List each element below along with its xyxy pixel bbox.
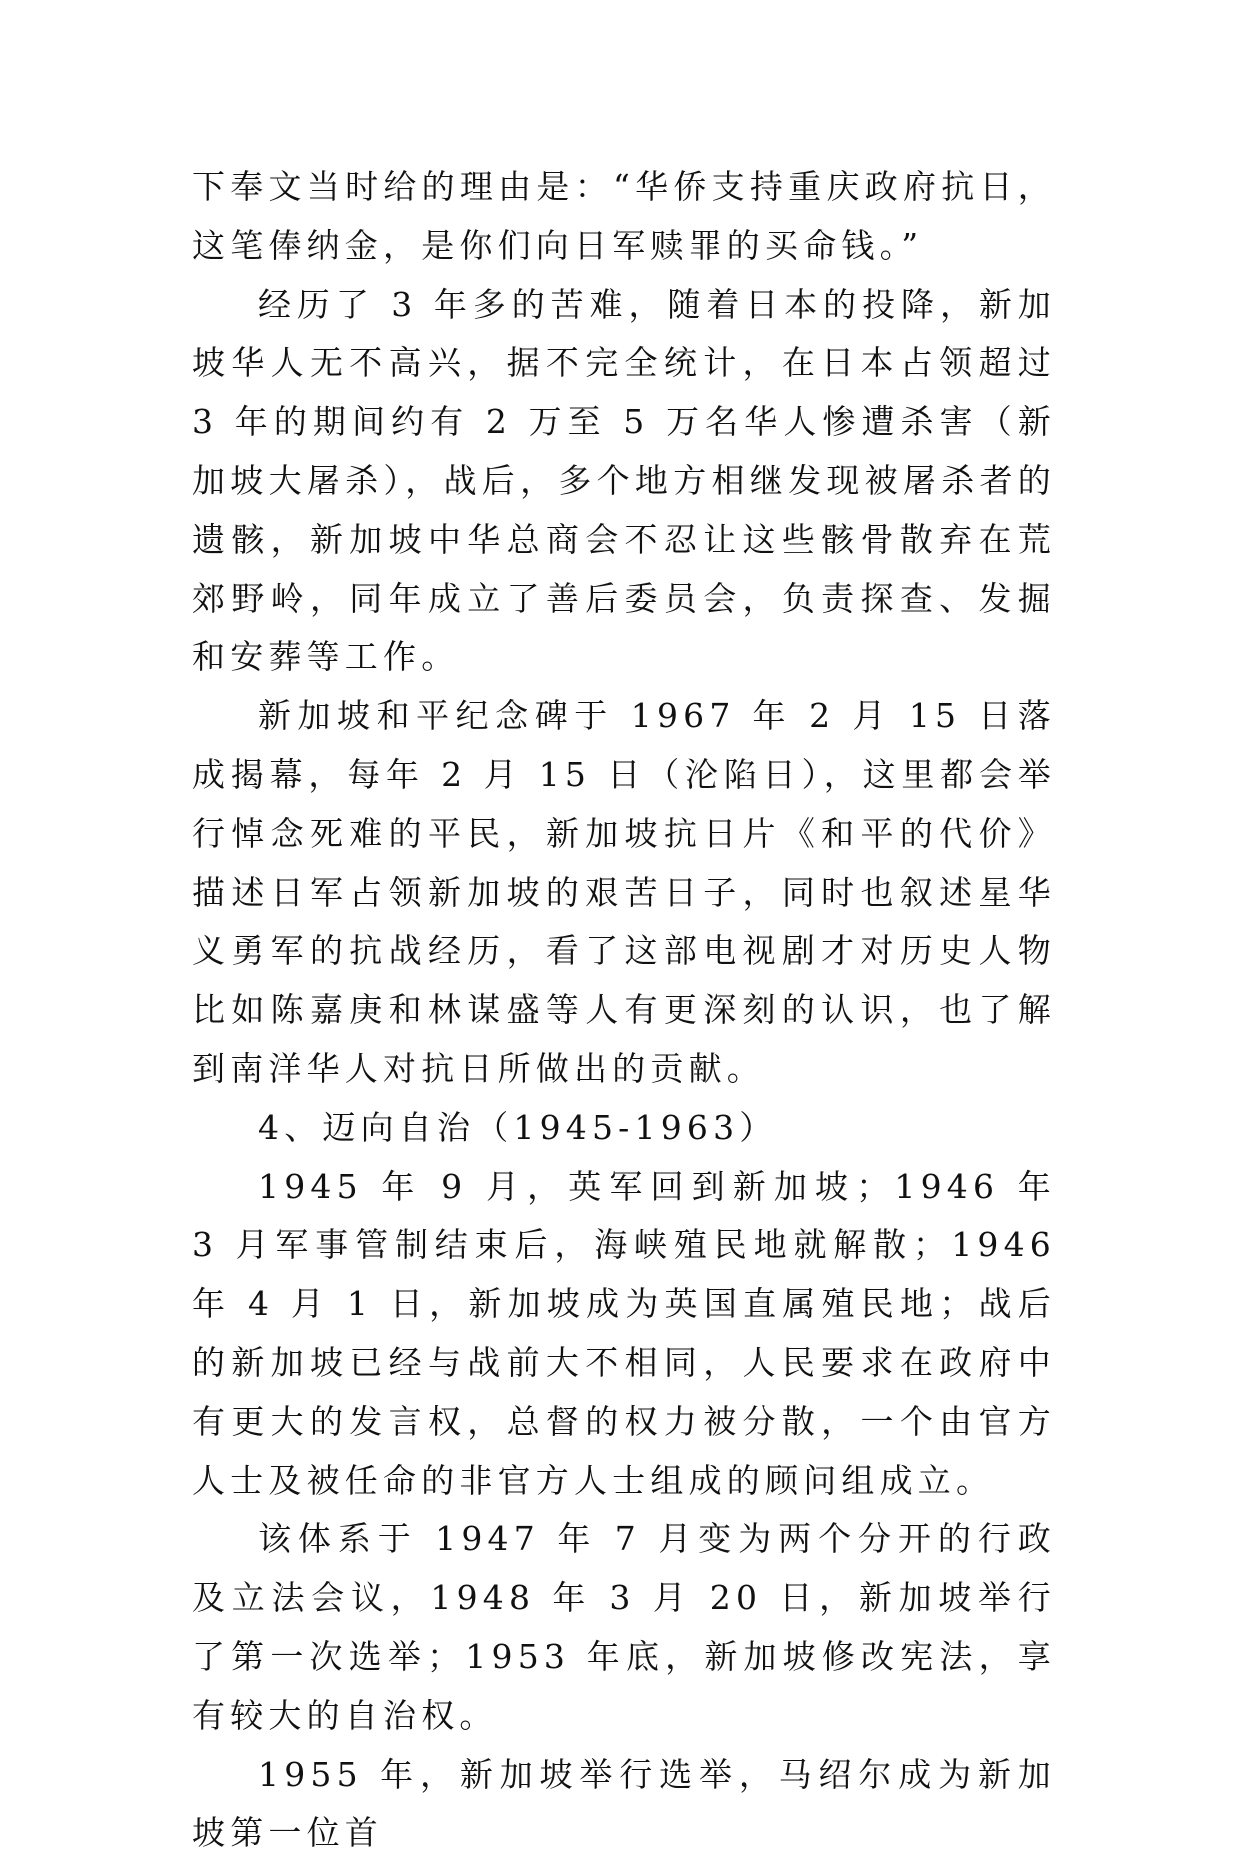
paragraph-5: 该体系于 1947 年 7 月变为两个分开的行政及立法会议，1948 年 3 月 20 日，新加坡举行了第一次选举；1953 年底，新加坡修改宪法，享有较大的自治权。 <box>192 1519 1056 1735</box>
section-heading: 4、迈向自治（1945-1963） <box>258 1107 778 1147</box>
paragraph-1: 下奉文当时给的理由是：“华侨支持重庆政府抗日，这笔俸纳金，是你们向日军赎罪的买命钱。” <box>192 167 1056 265</box>
paragraph-4: 1945 年 9 月，英军回到新加坡；1946 年 3 月军事管制结束后，海峡殖民地就解散；1946 年 4 月 1 日，新加坡成为英国直属殖民地；战后的新加坡已经与战前大不相同，人民要求在政府中有更大的发言权，总督的权力被分散，一个由官方人士及被任命的非官方人士组成的顾问组成立。 <box>192 1166 1056 1500</box>
paragraph-6: 1955 年，新加坡举行选举，马绍尔成为新加坡第一位首 <box>192 1754 1056 1853</box>
paragraph-3: 新加坡和平纪念碑于 1967 年 2 月 15 日落成揭幕，每年 2 月 15 日（沦陷日），这里都会举行悼念死难的平民，新加坡抗日片《和平的代价》描述日军占领新加坡的艰苦日子，同时也叙述星华义勇军的抗战经历，看了这部电视剧才对历史人物比如陈嘉庚和林谋盛等人有更深刻的认识，也了解到南洋华人对抗日所做出的贡献。 <box>192 696 1056 1088</box>
paragraph-2: 经历了 3 年多的苦难，随着日本的投降，新加坡华人无不高兴，据不完全统计，在日本占领超过 3 年的期间约有 2 万至 5 万名华人惨遭杀害（新加坡大屠杀），战后，多个地方相继发现被屠杀者的遗骸，新加坡中华总商会不忍让这些骸骨散弃在荒郊野岭，同年成立了善后委员会，负责探查、发掘和安葬等工作。 <box>192 284 1056 677</box>
document-body <box>192 158 1056 1863</box>
